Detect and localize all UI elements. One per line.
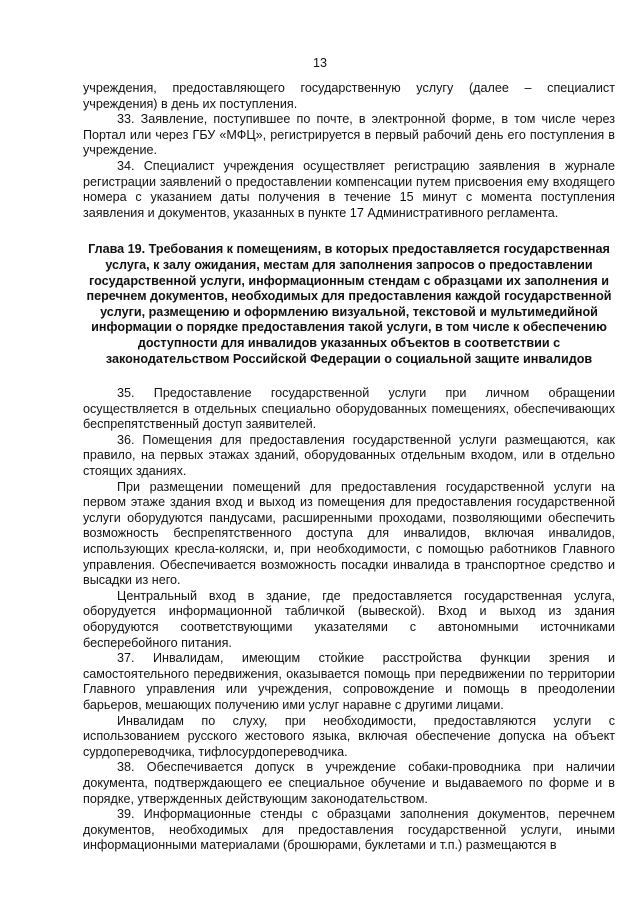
paragraph-36: 36. Помещения для предоставления государственной услуги размещаются, как правило, на первых этажах зданий, оборудованных отдельным входом, или в отдельно стоящих зданиях. (83, 432, 615, 479)
paragraph-37-hearing: Инвалидам по слуху, при необходимости, предоставляются услуги с использованием русского жестового языка, включая обеспечение допуска на объект сурдопереводчика, тифлосурдопереводчика. (83, 713, 615, 759)
paragraph-continuation: учреждения, предоставляющего государственную услугу (далее – специалист учреждения) в день их поступления. (83, 81, 615, 111)
paragraph-34: 34. Специалист учреждения осуществляет регистрацию заявления в журнале регистрации заявлений о предоставлении компенсации путем присвоения ему входящего номера с указанием даты получения в течение 15 минут с момента поступления заявления и документов, указанных в пункте 17 Административного регламента. (83, 158, 615, 220)
page-number: 13 (312, 56, 327, 70)
paragraph-33: 33. Заявление, поступившее по почте, в электронной форме, в том числе через Портал или через ГБУ «МФЦ», регистрируется в первый рабочий день его поступления в учреждение. (83, 112, 615, 158)
document-page (83, 56, 615, 854)
paragraph-37: 37. Инвалидам, имеющим стойкие расстройства функции зрения и самостоятельного передвижения, оказывается помощь при передвижении по территории Главного управления или учреждения, сопровождение и помощь в преодолении барьеров, мешающих получению ими услуг наравне с другими лицами. (83, 651, 615, 712)
paragraph-39: 39. Информационные стенды с образцами заполнения документов, перечнем документов, необходимых для предоставления государственной услуги, иными информационными материалами (брошюрами, буклетами и т.п.) размещаются в (83, 807, 615, 853)
text-block-after (83, 386, 615, 854)
text-block-before (83, 81, 615, 221)
paragraph-38: 38. Обеспечивается допуск в учреждение собаки-проводника при наличии документа, подтверждающего ее специальное обучение и выдаваемого по форме и в порядке, утвержденных действующим законодательством. (83, 760, 615, 806)
paragraph-35: 35. Предоставление государственной услуги при личном обращении осуществляется в отдельных специально оборудованных помещениях, обеспечивающих беспрепятственный доступ заявителей. (83, 386, 615, 432)
chapter-heading: Глава 19. Требования к помещениям, в которых предоставляется государственная услуга, к залу ожидания, местам для заполнения запросов о предоставлении государственной услуги, информационным стендам с образцами их заполнения и перечнем документов, необходимых для предоставления каждой государственной услуги, размещению и оформлению визуальной, текстовой и мультимедийной информации о порядке предоставления такой услуги, в том числе к обеспечению доступности для инвалидов указанных объектов в соответствии с законодательством Российской Федерации о социальной защите инвалидов (86, 242, 612, 366)
paragraph-36-entrance: Центральный вход в здание, где предоставляется государственная услуга, оборудуется информационной табличкой (вывеской). Вход и выход из здания оборудуются соответствующими указателями с автономными источниками бесперебойного питания. (83, 588, 615, 650)
paragraph-36-ramps: При размещении помещений для предоставления государственной услуги на первом этаже здания вход и выход из помещения для предоставления государственной услуги оборудуются пандусами, расширенными проходами, позволяющими обеспечить возможность беспрепятственного доступа для инвалидов, включая инвалидов, использующих кресла-коляски, и, при необходимости, с помощью работников Главного управления. Обеспечивается возможность посадки инвалида в транспортное средство и высадки из него. (83, 479, 615, 588)
